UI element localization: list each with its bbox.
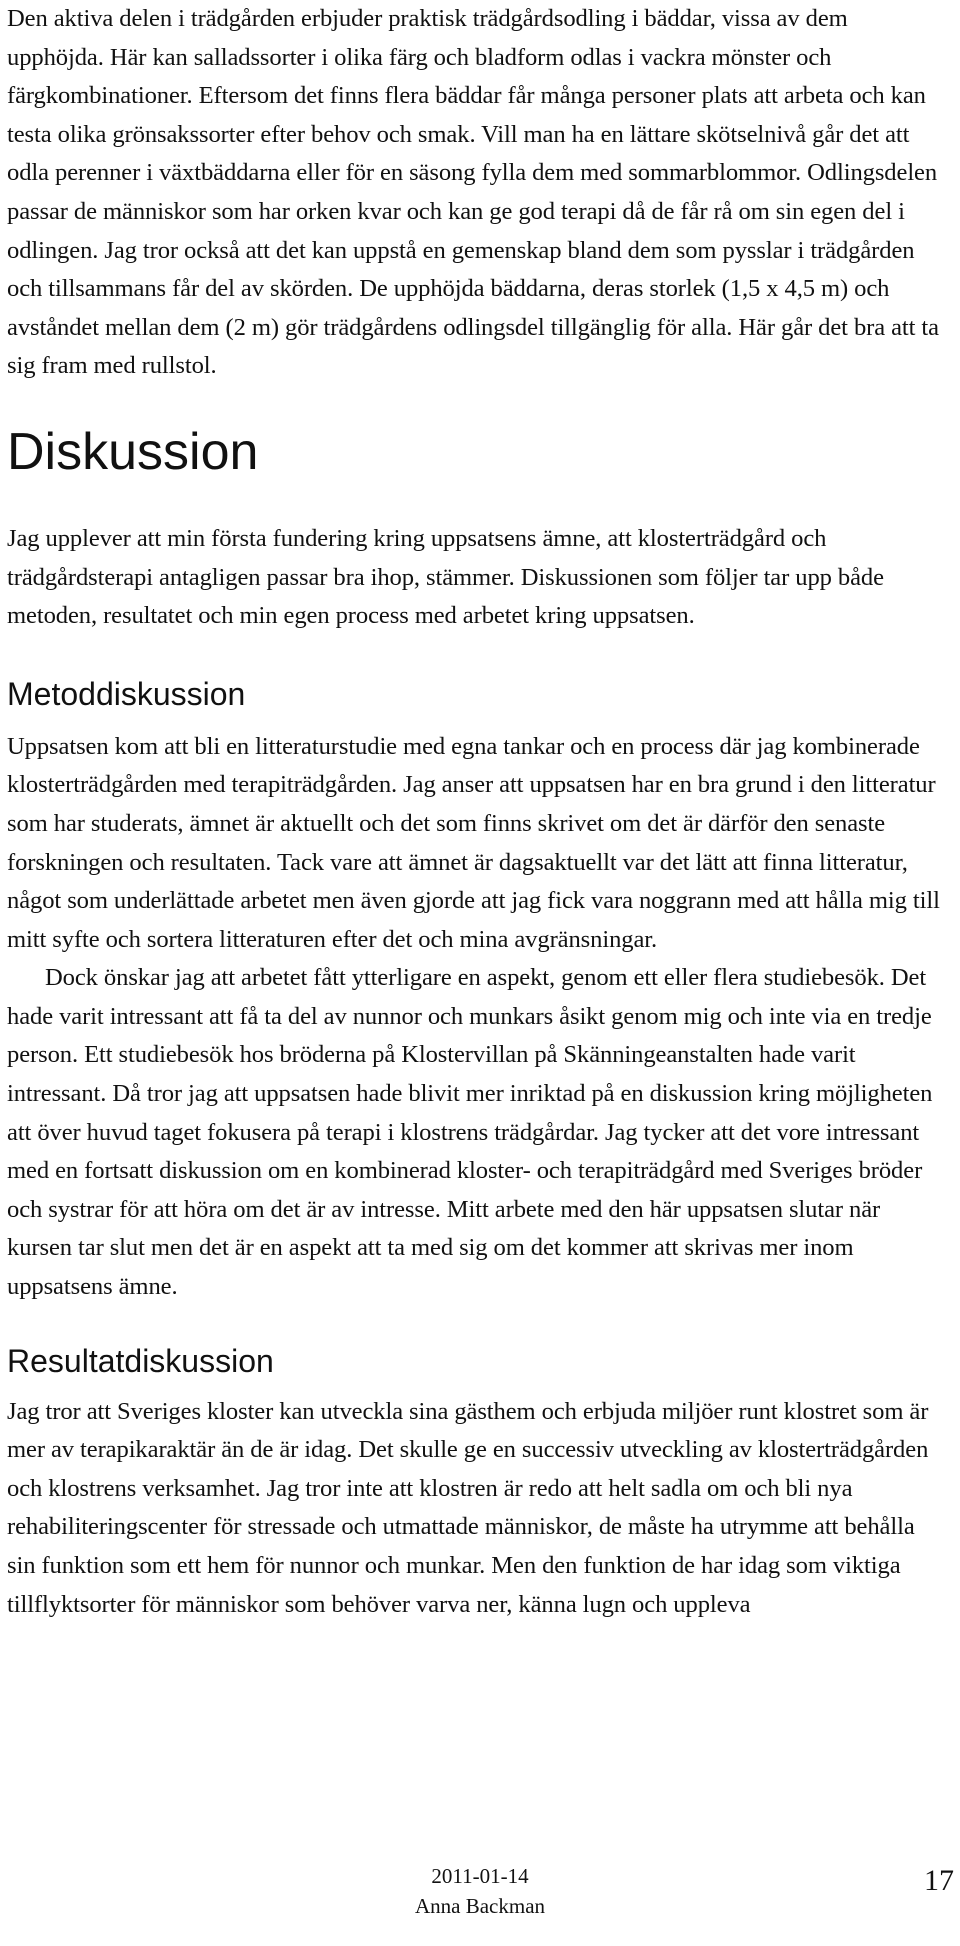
paragraph-metoddiskussion-2: Dock önskar jag att arbetet fått ytterligare en aspekt, genom ett eller flera studiebesök. Det hade varit intressant att få ta del av nunnor och munkars åsikt genom mig och inte via en tredje person. Ett studiebesök hos bröderna på Klostervillan på Skänningeanstalten hade varit intressant. Då tror jag att uppsatsen hade blivit mer inriktad på en diskussion kring möjligheten att över huvud taget fokusera på terapi i klostrens trädgårdar. Jag tycker att det vore intressant med en fortsatt diskussion om en kombinerad kloster- och terapiträdgård med Sveriges bröder och systrar för att höra om det är av intresse. Mitt arbete med den här uppsatsen slutar när kursen tar slut men det är en aspekt att ta med sig om det kommer att skrivas mer inom uppsatsens ämne. bbox=[7, 964, 933, 1301]
heading-diskussion: Diskussion bbox=[7, 422, 259, 481]
paragraph-diskussion: Jag upplever att min första fundering kring uppsatsens ämne, att klosterträdgård och trädgårdsterapi antagligen passar bra ihop, stämmer. Diskussionen som följer tar upp både metoden, resultatet och min egen process med arbetet kring uppsatsen. bbox=[7, 524, 884, 630]
paragraph-intro: Den aktiva delen i trädgården erbjuder praktisk trädgårdsodling i bäddar, vissa av dem upphöjda. Här kan salladssorter i olika färg och bladform odlas i vackra mönster och färgkombinationer. Eftersom det finns flera bäddar får många personer plats att arbeta och kan testa olika grönsakssorter efter behov och smak. Vill man ha en lättare skötselnivå går det att odla perenner i växtbäddarna eller för en säsong fylla dem med sommarblommor. Odlingsdelen passar de människor som har orken kvar och kan ge god terapi då de får rå om sin egen del i odlingen. Jag tror också att det kan uppstå en gemenskap bland dem som pysslar i trädgården och tillsammans får del av skörden. De upphöjda bäddarna, deras storlek (1,5 x 4,5 m) och avståndet mellan dem (2 m) gör trädgårdens odlingsdel tillgänglig för alla. Här går det bra att ta sig fram med rullstol. bbox=[7, 5, 939, 380]
paragraph-resultatdiskussion: Jag tror att Sveriges kloster kan utveckla sina gästhem och erbjuda miljöer runt klostret som är mer av terapikaraktär än de är idag. Det skulle ge en successiv utveckling av klosterträdgården och klostrens verksamhet. Jag tror inte att klostren är redo att helt sadla om och bli nya rehabiliteringscenter för stressade och utmattade människor, de måste ha utrymme att behålla sin funktion som ett hem för nunnor och munkar. Men den funktion de har idag som viktiga tillflyktsorter för människor som behöver varva ner, känna lugn och uppleva bbox=[7, 1397, 929, 1618]
heading-resultatdiskussion: Resultatdiskussion bbox=[7, 1342, 274, 1379]
heading-metoddiskussion: Metoddiskussion bbox=[7, 675, 246, 712]
page-number: 17 bbox=[924, 1864, 954, 1897]
footer-date: 2011-01-14 bbox=[431, 1864, 529, 1888]
paragraph-metoddiskussion-1: Uppsatsen kom att bli en litteraturstudie med egna tankar och en process där jag kombinerade klosterträdgården med terapiträdgården. Jag anser att uppsatsen har en bra grund i den litteratur som har studerats, ämnet är aktuellt och det som finns skrivet om det är därför den senaste forskningen och resultaten. Tack vare att ämnet är dagsaktuellt var det lätt att finna litteratur, något som underlättade arbetet men även gjorde att jag fick vara noggrann med att hålla mig till mitt syfte och sortera litteraturen efter det och mina avgränsningar. bbox=[7, 732, 940, 953]
footer-author: Anna Backman bbox=[414, 1894, 546, 1918]
page-content bbox=[7, 0, 947, 1624]
page-footer bbox=[0, 1862, 960, 1946]
